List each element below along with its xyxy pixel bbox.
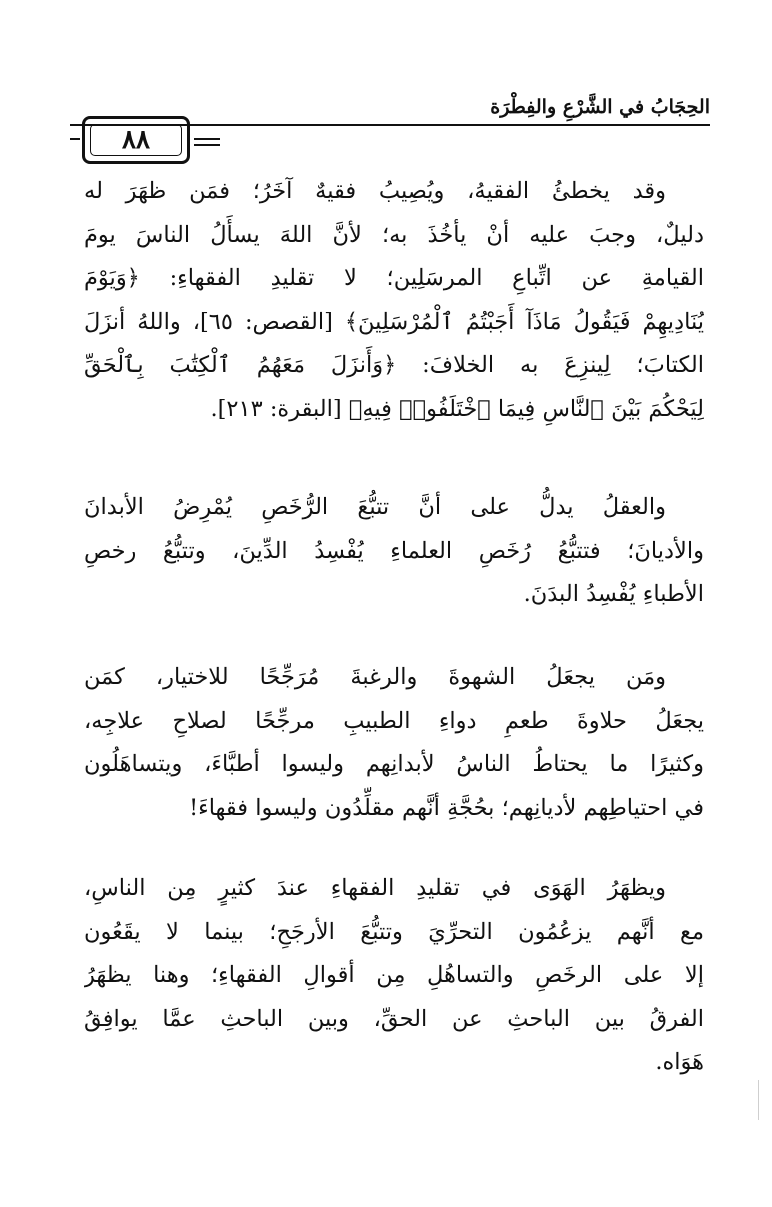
text-line: الأطباءِ يُفْسِدُ البدَنَ. — [523, 581, 704, 607]
text-line: وكثيرًا ما يحتاطُ الناسُ لأبدانِهم وليسوا أطبَّاءَ، ويتساهَلُون — [84, 751, 704, 777]
text-line: القيامةِ عن اتِّباعِ المرسَلِين؛ لا تقليدِ الفقهاءِ: ﴿وَيَوْمَ — [84, 265, 704, 291]
text-line: يُنَادِيهِمْ فَيَقُولُ مَاذَآ أَجَبْتُمُ ٱلْمُرْسَلِينَ﴾ [القصص: ٦٥]، واللهُ أنزَلَ — [84, 308, 704, 335]
frame-rule-right-double — [194, 144, 220, 146]
page-number-box — [82, 116, 190, 164]
text-line: هَوَاه. — [655, 1049, 704, 1075]
text-line: دليلٌ، وجبَ عليه أنْ يأخُذَ به؛ لأنَّ اللهَ يسأَلُ الناسَ يومَ — [84, 221, 704, 248]
text-line: لِيَحْكُمَ بَيْنَ ٱلنَّاسِ فِيمَا ٱخْتَلَفُوا۟ فِيهِ﴾ [البقرة: ٢١٣]. — [210, 395, 704, 422]
page-number: ٨٨ — [90, 124, 182, 156]
paragraph-hawa — [84, 867, 704, 1085]
text-line: وقد يخطئُ الفقيهُ، ويُصِيبُ فقيهٌ آخَرُ؛ فمَن ظهَرَ له — [84, 178, 666, 204]
page-number-frame — [70, 116, 220, 170]
scan-edge-mark — [758, 1080, 759, 1120]
frame-rule-right — [194, 138, 220, 140]
text-line: مع أنَّهم يزعُمُون التحرِّيَ وتتبُّعَ الأرجَحِ؛ بينما لا يقَعُون — [84, 918, 704, 945]
text-line: ويظهَرُ الهَوَى في تقليدِ الفقهاءِ عندَ كثيرٍ مِن الناسِ، — [84, 875, 666, 901]
running-title: الحِجَابُ في الشَّرْعِ والفِطْرَة — [490, 96, 710, 118]
text-line: الفرقُ بين الباحثِ عن الحقِّ، وبين الباحثِ عمَّا يوافِقُ — [84, 1005, 704, 1032]
text-line: والأديانَ؛ فتتبُّعُ رُخَصِ العلماءِ يُفْسِدُ الدِّينَ، وتتبُّعُ رخصِ — [84, 537, 704, 564]
text-line: في احتياطِهم لأديانِهم؛ بحُجَّةِ أنَّهم مقلِّدُون وليسوا فقهاءَ! — [189, 794, 704, 821]
paragraph-taqlid — [84, 170, 704, 431]
text-line: يجعَلُ حلاوةَ طعمِ دواءِ الطبيبِ مرجِّحًا لصلاحِ علاجِه، — [84, 707, 704, 734]
paragraph-shahwa — [84, 656, 704, 830]
text-line: ومَن يجعَلُ الشهوةَ والرغبةَ مُرَجِّحًا للاختيار، كمَن — [84, 664, 666, 690]
paragraph-rukhas — [84, 486, 704, 617]
text-line: والعقلُ يدلُّ على أنَّ تتبُّعَ الرُّخَصِ يُمْرِضُ الأبدانَ — [84, 494, 666, 520]
text-line: إلا على الرخَصِ والتساهُلِ مِن أقوالِ الفقهاءِ؛ وهنا يظهَرُ — [84, 962, 704, 988]
frame-rule-left — [70, 138, 80, 140]
text-line: الكتابَ؛ لِينزِعَ به الخلافَ: ﴿وَأَنزَلَ مَعَهُمُ ٱلْكِتَٰبَ بِٱلْحَقِّ — [84, 352, 704, 378]
